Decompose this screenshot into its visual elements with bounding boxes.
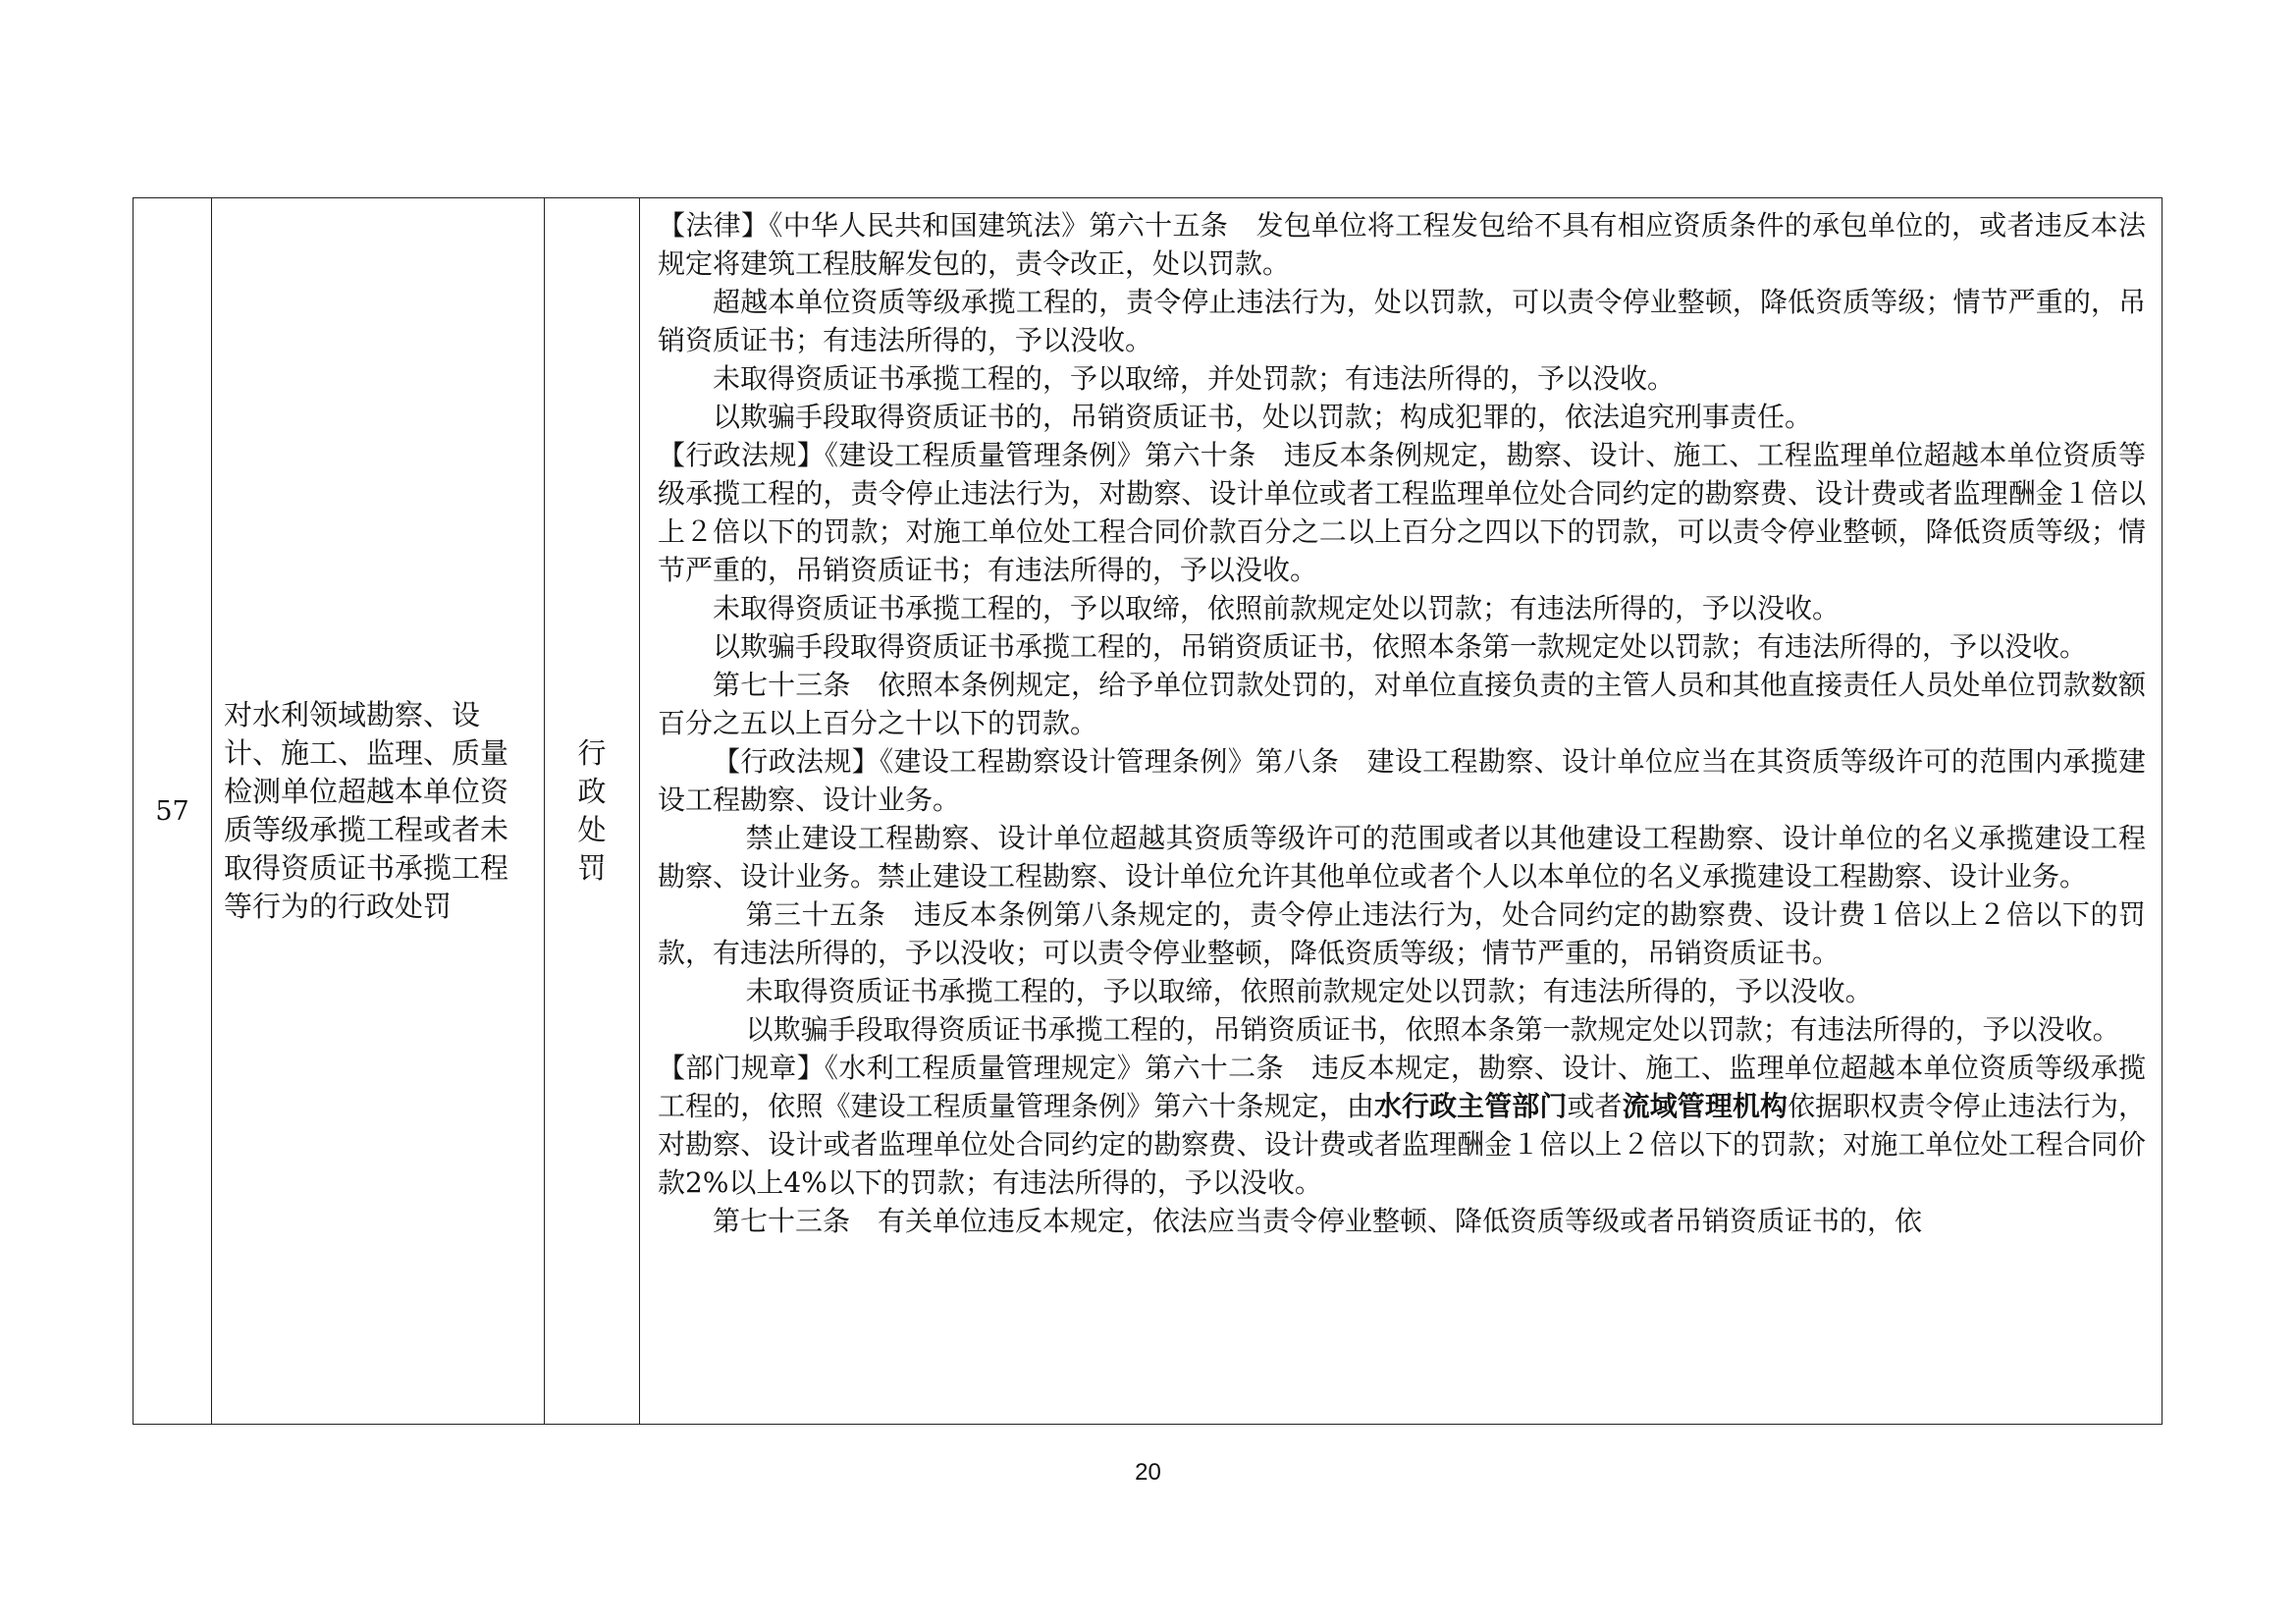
- item-name: 对水利领域勘察、设计、施工、监理、质量检测单位超越本单位资质等级承揽工程或者未取得资质证书承揽工程等行为的行政处罚: [212, 198, 545, 1425]
- basis-paragraph: 未取得资质证书承揽工程的，予以取缔，依照前款规定处以罚款；有违法所得的，予以没收。: [713, 592, 1841, 624]
- basis-paragraph: 以欺骗手段取得资质证书承揽工程的，吊销资质证书，依照本条第一款规定处以罚款；有违法所得的，予以没收。: [713, 630, 2088, 663]
- page-number: 20: [1135, 1459, 1161, 1486]
- basis-paragraph: 第三十五条 违反本条例第八条规定的，责令停止违法行为，处合同约定的勘察费、设计费１倍以上２倍以下的罚款，有违法所得的，予以没收；可以责令停业整顿，降低资质等级；情节严重的，吊销资质证书。: [658, 898, 2146, 969]
- basis-paragraph: 超越本单位资质等级承揽工程的，责令停止违法行为，处以罚款，可以责令停业整顿，降低资质等级；情节严重的，吊销资质证书；有违法所得的，予以没收。: [658, 286, 2146, 356]
- basis-paragraph: 未取得资质证书承揽工程的，予以取缔，依照前款规定处以罚款；有违法所得的，予以没收。: [745, 975, 1873, 1007]
- basis-paragraph: 未取得资质证书承揽工程的，予以取缔，并处罚款；有违法所得的，予以没收。: [713, 362, 1676, 395]
- basis-text: 依据职权责令停止违法行为，对勘察、设计或者监理单位处合同约定的勘察费、设计费或者监理酬金１倍以上２倍以下的罚款；对施工单位处工程合同价款2%以上4%以下的罚款；有违法所得的，予以没收。: [658, 1090, 2146, 1199]
- legal-basis: [658, 206, 2146, 1418]
- basis-paragraph: 第七十三条 依照本条例规定，给予单位罚款处罚的，对单位直接负责的主管人员和其他直接责任人员处单位罚款数额百分之五以上百分之十以下的罚款。: [658, 669, 2146, 739]
- basis-paragraph: 【行政法规】《建设工程勘察设计管理条例》第八条 建设工程勘察、设计单位应当在其资质等级许可的范围内承揽建设工程勘察、设计业务。: [658, 745, 2146, 816]
- basis-paragraph: 第七十三条 有关单位违反本规定，依法应当责令停业整顿、降低资质等级或者吊销资质证书的，依: [713, 1205, 1923, 1237]
- table-row: [133, 198, 2163, 1425]
- basis-text: 或者: [1567, 1090, 1623, 1122]
- legal-basis-cell: [640, 198, 2163, 1425]
- enforcement-table: [133, 197, 2163, 1425]
- basis-paragraph: 【行政法规】《建设工程质量管理条例》第六十条 违反本条例规定，勘察、设计、施工、工程监理单位超越本单位资质等级承揽工程的，责令停止违法行为，对勘察、设计单位或者工程监理单位处合同约定的勘察费、设计费或者监理酬金１倍以上２倍以下的罚款；对施工单位处工程合同价款百分之二以上百分之四以下的罚款，可以责令停业整顿，降低资质等级；情节严重的，吊销资质证书；有违法所得的，予以没收。: [658, 439, 2146, 586]
- basis-bold-text: 流域管理机构: [1622, 1090, 1789, 1122]
- item-type: 行政处罚: [577, 736, 607, 885]
- basis-bold-text: 水行政主管部门: [1373, 1090, 1568, 1122]
- basis-paragraph: 禁止建设工程勘察、设计单位超越其资质等级许可的范围或者以其他建设工程勘察、设计单位的名义承揽建设工程勘察、设计业务。禁止建设工程勘察、设计单位允许其他单位或者个人以本单位的名义承揽建设工程勘察、设计业务。: [658, 822, 2146, 893]
- item-type-cell: [545, 198, 640, 1425]
- basis-paragraph: 以欺骗手段取得资质证书的，吊销资质证书，处以罚款；构成犯罪的，依法追究刑事责任。: [713, 401, 1813, 433]
- basis-paragraph: 以欺骗手段取得资质证书承揽工程的，吊销资质证书，依照本条第一款规定处以罚款；有违法所得的，予以没收。: [745, 1013, 2120, 1046]
- row-number: 57: [133, 198, 212, 1425]
- basis-text: 【部门规章】《水利工程质量管理规定》第六十二条 违反本规定，勘察、设计、施工、监理单位超越本单位资质等级承揽工程的，依照《建设工程质量管理条例》第六十条规定，由: [658, 1052, 2146, 1122]
- basis-paragraph: 【法律】《中华人民共和国建筑法》第六十五条 发包单位将工程发包给不具有相应资质条件的承包单位的，或者违反本法规定将建筑工程肢解发包的，责令改正，处以罚款。: [658, 209, 2146, 280]
- basis-paragraph: [658, 1049, 2146, 1202]
